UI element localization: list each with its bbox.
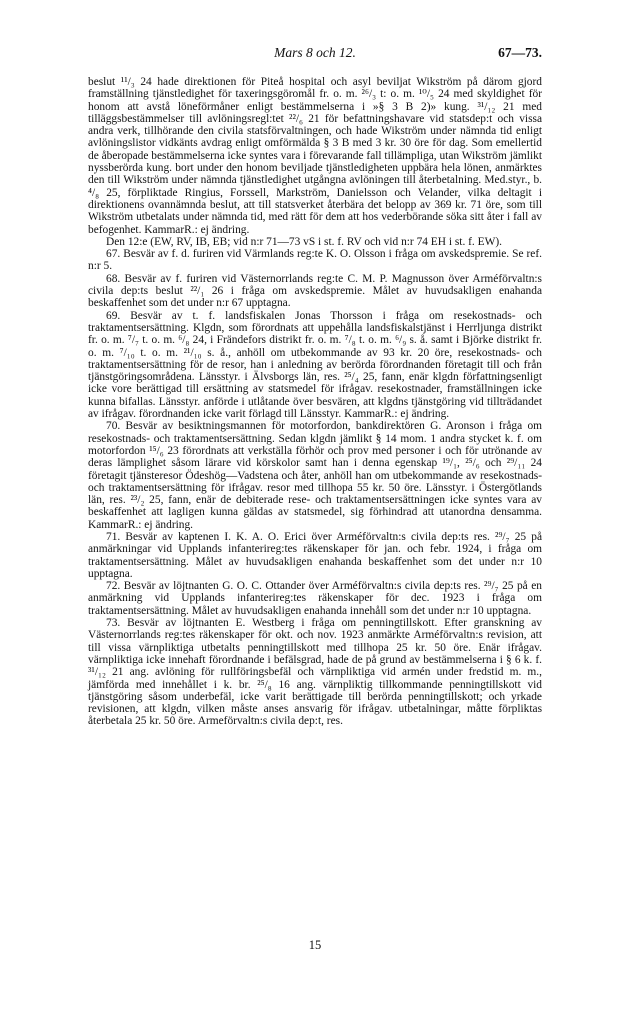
running-header: [88, 45, 542, 63]
page-number: 15: [308, 938, 322, 952]
header-case-range: 67—73.: [498, 45, 542, 60]
paragraph-session-date: Den 12:e (EW, RV, IB, EB; vid n:r 71—73 vS i st. f. RV och vid n:r 74 EH i st. f. EW).: [106, 235, 502, 248]
paragraph-case-68: 68. Besvär av f. furiren vid Västernorrlands reg:te C. M. P. Magnusson över Arméförvaltn:s civila dep:ts beslut ²²/₁ 26 i fråga om avskedspremie. Målet av huvudsakligen enahanda beskaffenhet som det under n:r 67 upptagna.: [88, 272, 542, 310]
paragraph-case-73: 73. Besvär av löjtnanten E. Westberg i fråga om penningtillskott. Efter granskning av Västernorrlands reg:tes räkenskaper för okt. och nov. 1923 anmärkte Arméförvaltn:s revision, att till vissa värnpliktiga utbetalts penningtillskott med tillhopa 25 kr. 50 öre. Enär ifrågav. värnpliktiga icke innehaft förordnande i befälsgrad, hade de på grund av bestämmelserna i § 6 k. f. ³¹/₁₂ 21 ang. avlöning för rullföringsbefäl och värnpliktiga vid armén under fredstid m. m., jämförda med innehållet i k. br. ²⁵/₈ 16 ang. värnpliktig tillkommande penningtillskott vid tjänstgöring såsom underbefäl, icke varit berättigade till berörda penningtillskott; och yrkade revisionen, att klgdn, vilken måste anses ansvarig för ifrågav. utbetalningar, måtte förpliktas återbetala 25 kr. 50 öre. Armeförvaltn:s civila dep:t, res.: [88, 617, 542, 728]
paragraph-continuation: beslut ¹¹/₃ 24 hade direktionen för Piteå hospital och asyl beviljat Wikström på därom gjord framställning tjänstledighet för taxeringsgöromål fr. o. m. ²⁶/₃ t: o. m. ¹⁰/₅ 24 med skyldighet för honom att avstå löneförmåner enligt bestämmelserna i »§ 3 B 2)» kung. ³¹/₁₂ 21 med tilläggsbestämmelser till avlöningsregl:tet ²²/₆ 21 för befattningshavare vid statsdep:t och vissa andra verk, tillhörande den civila statsförvaltningen, och hade Wikström under nämnda tid enligt avlöningslistor vidkänts avdrag enligt omförmälda § 3 B med 3 kr. 30 öre för dag. Som emellertid de åberopade bestämmelserna icke syntes vara i förevarande fall tillämpliga, utan Wikström jämlikt nyssberörda kung. bort under den honom beviljade tjänstledigheten uppbära hela lönen, anmärktes den till Wikström under nämnda tjänstledighet utgångna avlöningen till återbetalning. Med.styr., b. ⁴/₈ 25, förpliktade Ringius, Forssell, Markström, Danielsson och Velander, vilka deltagit i direktionens ovannämnda beslut, att till statsverket återbära det belopp av 369 kr. 71 öre, som till Wikström utbetalats under nämnda tid, med rätt för dem att hos vederbörande söka sitt åter i fall av befogenhet. KammarR.: ej ändring.: [88, 76, 542, 236]
header-date-title: Mars 8 och 12.: [274, 45, 356, 60]
paragraph-case-72: 72. Besvär av löjtnanten G. O. C. Ottander över Arméförvaltn:s civila dep:ts res. ²⁹/₇ 25 på en anmärkning vid Upplands infanterireg:tes räkenskaper för dec. 1923 i fråga om traktamentsersättning. Målet av huvudsakligen enahanda innehåll som det under n:r 10 upptagna.: [88, 580, 542, 617]
document-body: [88, 76, 542, 728]
paragraph-case-69: 69. Besvär av t. f. landsfiskalen Jonas Thorsson i fråga om resekostnads- och traktamentsersättning. Klgdn, som förordnats att uppehålla landsfiskalstjänst i Herrljunga distrikt fr. o. m. ⁷/₇ t. o. m. ⁶/₈ 24, i Frändefors distrikt fr. o. m. ⁷/₈ t. o. m. ⁶/₉ s. å. samt i Björke distrikt fr. o. m. ⁷/₁₀ t. o. m. ²¹/₁₀ s. å., anhöll om utbekommande av 93 kr. 20 öre, resekostnads- och traktamentsersättning för de resor, han i anledning av berörda förordnanden företagit till och från tjänstgöringsområdena. Länsstyr. i Älvsborgs län, res. ²⁵/₄ 25, fann, enär klgdn författningsenligt icke vore berättigad till ersättning av statsmedel för ifrågav. resekostnader, framställningen icke kunna bifallas. Länsstyr. anförde i utlåtande över besvären, att klgdns tjänstgöring vid tillträdandet av ifrågav. förordnanden icke varit förlagd till Länsstyr. KammarR.: ej ändring.: [88, 309, 542, 421]
paragraph-case-71: 71. Besvär av kaptenen I. K. A. O. Erici över Arméförvaltn:s civila dep:ts res. ²⁹/₇ 25 på anmärkningar vid Upplands infanterireg:tes räkenskaper för jan. och febr. 1924, i fråga om traktamentsersättning. Målet av huvudsakligen enahanda beskaffenhet som det under n:r 10 upptagna.: [88, 530, 542, 580]
paragraph-case-70: 70. Besvär av besiktningsmannen för motorfordon, bankdirektören G. Aronson i fråga om resekostnads- och traktamentsersättning. Sedan klgdn jämlikt § 14 mom. 1 andra stycket k. f. om motorfordon ¹⁵/₆ 23 förordnats att verkställa förhör och prov med personer i och för utrönande av deras lämplighet såsom lärare vid körskolor samt han i denna egenskap ¹⁹/₁, ²⁵/₆ och ²⁹/₁₁ 24 företagit tjänsteresor Ödeshög—Vadstena och åter, anhöll han om utbekommande av resekostnads- och traktamentsersättning för ifrågav. resor med tillhopa 55 kr. 50 öre. Länsstyr. i Östergötlands län, res. ²³/₂ 25, fann, enär de debiterade rese- och traktamentsersättningen icke syntes vara av beskaffenhet att lagligen kunna gäldas av statsmedel, sig förhindrad att utanordna densamma. KammarR.: ej ändring.: [88, 420, 542, 531]
paragraph-case-67: 67. Besvär av f. d. furiren vid Värmlands reg:te K. O. Olsson i fråga om avskedspremie. Se ref. n:r 5.: [88, 248, 542, 273]
